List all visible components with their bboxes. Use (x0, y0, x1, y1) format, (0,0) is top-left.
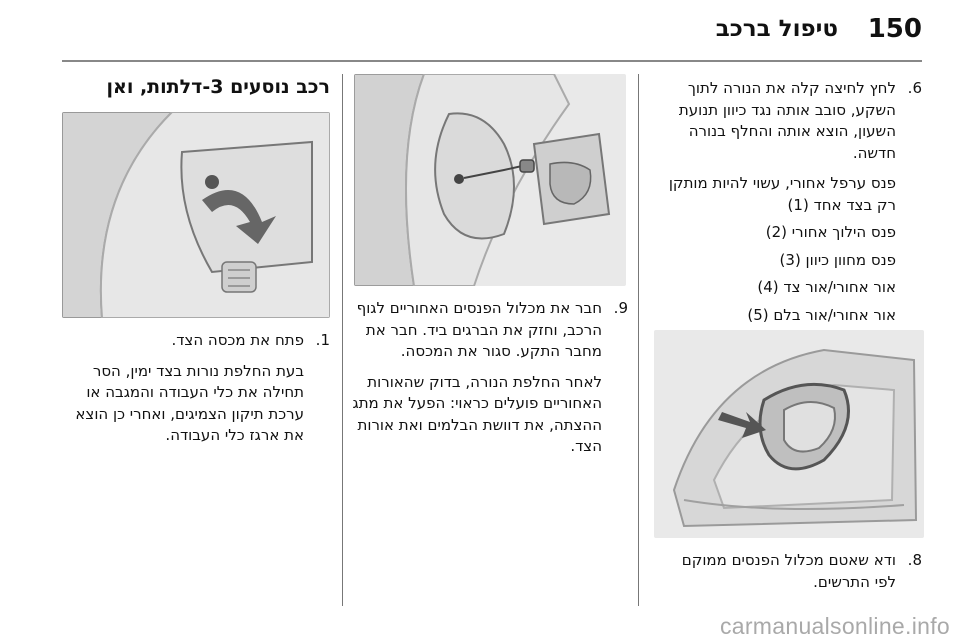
watermark: carmanualsonline.info (719, 613, 950, 639)
step-8 (656, 550, 922, 593)
step-number: 8. (907, 551, 922, 569)
step-1 (60, 330, 330, 352)
lamp-list-item: אור אחורי/אור בלם (5) (747, 305, 896, 324)
step-text: לחץ לחיצה קלה את הנורה לתוך השקע, סובב אותה נגד כיוון תנועת השעון, הוצא אותה והחלף בנורה חדשה. (678, 79, 896, 162)
step-text: חבר את מכלול הפנסים האחוריים לגוף הרכב, וחזק את הברגים ביד. חבר את מחבר התקע. סגור את המכסה. (356, 299, 602, 360)
page-header (0, 0, 960, 70)
lamp-assembly-illustration (354, 74, 626, 286)
lamp-list-intro: פנס ערפל אחורי, עשוי להיות מותקן רק בצד אחד (1) (668, 174, 896, 214)
note-text: בעת החלפת נורות בצד ימין, הסר תחילה את כלי העבודה והמגבה או ערכת תיקון הצמיגים, ואחרי כן הוצא את ארגז כלי העבודה. (75, 361, 304, 444)
step-number: 1. (315, 331, 330, 349)
note (352, 372, 628, 458)
middle-column (352, 298, 628, 464)
right-column-bottom (656, 550, 922, 602)
lamp-list-item: פנס הילוך אחורי (2) (765, 223, 896, 241)
note (60, 361, 330, 447)
step-number: 6. (907, 79, 922, 97)
lamp-list (656, 173, 922, 326)
step-6 (656, 78, 922, 164)
tail-lamp-seal-illustration (654, 330, 924, 538)
step-text: ודא שאטם מכלול הפנסים ממוקם לפי התרשים. (681, 551, 896, 591)
section-title: רכב נוסעים 3-דלתות, ואן (106, 76, 330, 98)
figure-lamp-assembly (354, 74, 626, 286)
step-number: 9. (613, 299, 628, 317)
column-divider-left (342, 74, 343, 606)
page-title: טיפול ברכב (715, 16, 838, 42)
note-text: לאחר החלפת הנורה, בדוק שהאורות האחוריים פועלים כראוי: הפעל את מתג ההצתה, את דוושת הבלמים ואת אורות הצד. (352, 372, 602, 455)
column-divider-right (638, 74, 639, 606)
figure-seal-position (654, 330, 924, 538)
step-text: פתח את מכסה הצד. (171, 331, 304, 349)
lamp-list-item: פנס מחוון כיוון (3) (779, 250, 896, 269)
page-number: 150 (867, 14, 922, 44)
left-column (60, 330, 330, 453)
side-cover-illustration (62, 112, 330, 318)
figure-side-cover (62, 112, 330, 318)
header-rule (62, 60, 922, 62)
step-9 (352, 298, 628, 363)
lamp-list-item: אור אחורי/אור צד (4) (757, 278, 896, 296)
